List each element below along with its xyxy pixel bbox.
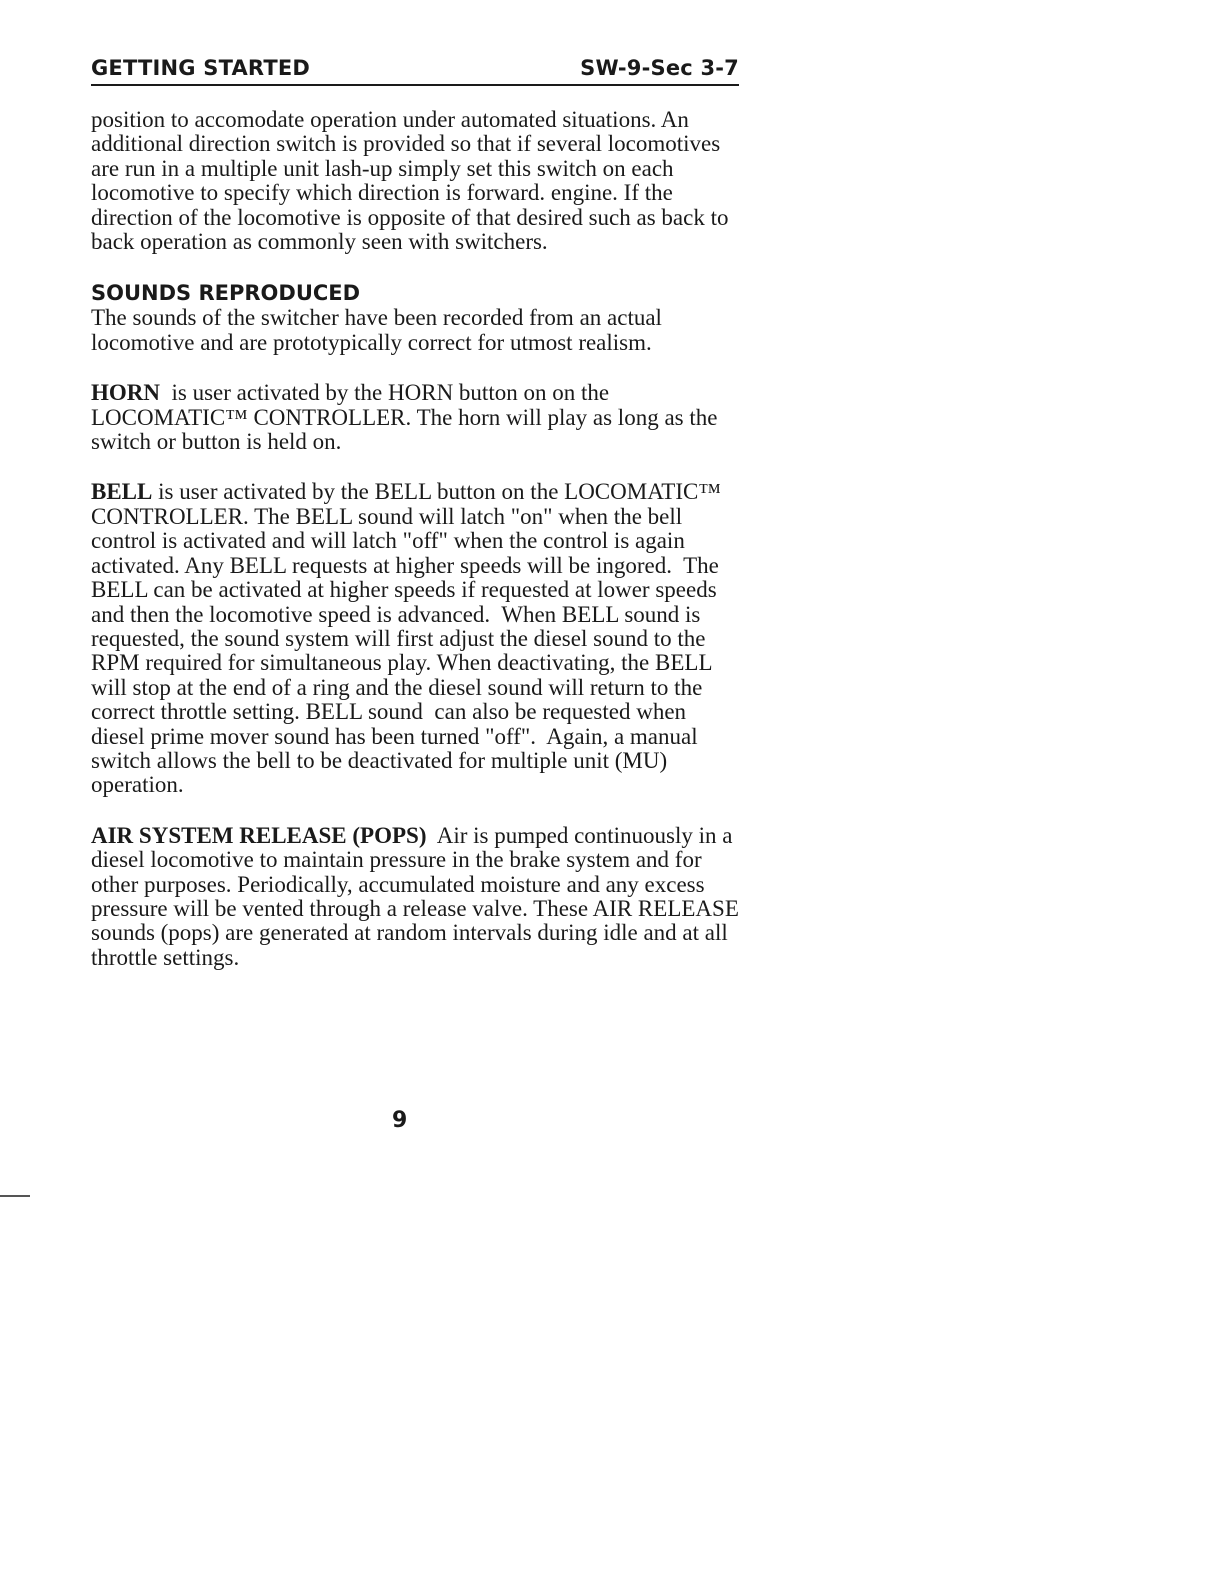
document-page [91, 56, 745, 970]
intro-paragraph: position to accomodate operation under automated situations. An additional direction switch is provided so that if several locomotives are run in a multiple unit lash-up simply set this switch on each locomotive to specify which direction is forward. engine. If the direction of the locomotive is opposite of that desired such as back to back operation as commonly seen with switchers. [91, 107, 729, 255]
horn-paragraph [91, 381, 739, 454]
running-header [91, 56, 739, 86]
bell-paragraph [91, 480, 739, 797]
air-release-lead: AIR SYSTEM RELEASE (POPS) [91, 822, 427, 848]
air-release-paragraph [91, 822, 745, 970]
horn-text: is user activated by the HORN button on on the LOCOMATIC™ CONTROLLER. The horn will play as long as the switch or button is held on. [91, 380, 724, 455]
horn-lead: HORN [91, 380, 160, 406]
header-section-title: GETTING STARTED [91, 56, 311, 80]
bell-text: is user activated by the BELL button on the LOCOMATIC™ CONTROLLER. The BELL sound will latch "on" when the bell control is activated and will latch "off" when the control is again activated. Any BELL requests at higher speeds will be ingored. The BELL can be activated at higher speeds if requested at lower speeds and then the locomotive speed is advanced. When BELL sound is requested, the sound system will first adjust the diesel sound to the RPM required for simultaneous play. When deactivating, the BELL will stop at the end of a ring and the diesel sound will return to the correct throttle setting. BELL sound can also be requested when diesel prime mover sound has been turned "off". Again, a manual switch allows the bell to be deactivated for multiple unit (MU) operation. [91, 479, 727, 798]
page-number: 9 [392, 1108, 408, 1133]
air-release-text: Air is pumped continuously in a diesel locomotive to maintain pressure in the brake system and for other purposes. Periodically, accumulated moisture and any excess pressure will be vented through a release valve. These AIR RELEASE sounds (pops) are generated at random intervals during idle and at all throttle settings. [91, 822, 745, 970]
sounds-reproduced-heading: SOUNDS REPRODUCED [91, 281, 361, 306]
scan-edge-mark [0, 1195, 30, 1197]
header-section-code: SW-9-Sec 3-7 [580, 56, 739, 80]
bell-lead: BELL [91, 479, 153, 505]
sounds-reproduced-paragraph: The sounds of the switcher have been recorded from an actual locomotive and are prototypically correct for utmost realism. [91, 305, 662, 355]
